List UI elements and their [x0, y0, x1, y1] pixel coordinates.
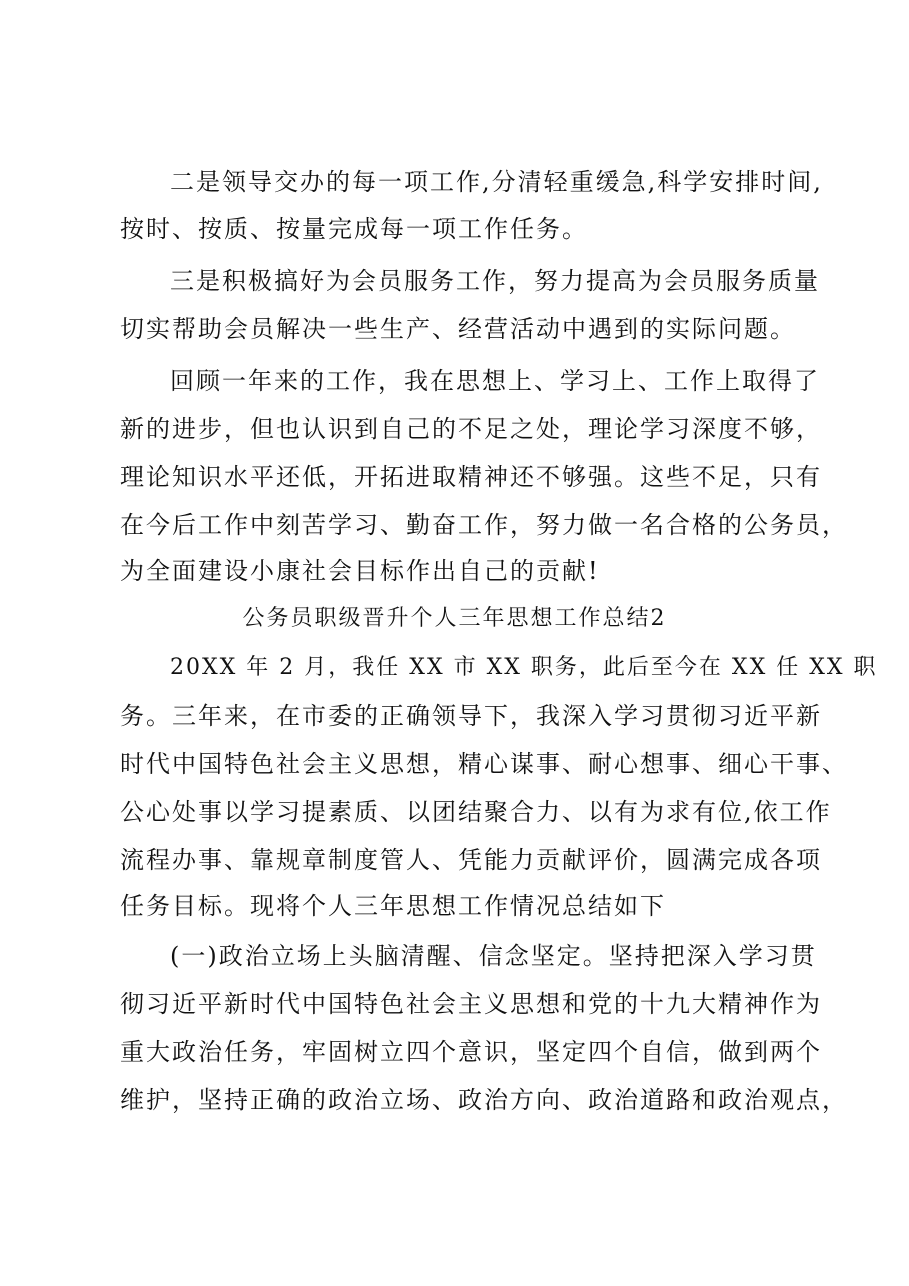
paragraph-line: 二是领导交办的每一项工作,分清轻重缓急,科学安排时间, [170, 168, 823, 196]
paragraph-line: 三是积极搞好为会员服务工作，努力提高为会员服务质量 [170, 267, 820, 295]
paragraph-line: 任务目标。现将个人三年思想工作情况总结如下 [120, 892, 666, 920]
paragraph-line: 回顾一年来的工作，我在思想上、学习上、工作上取得了 [170, 367, 820, 395]
paragraph-line: 为全面建设小康社会目标作出自己的贡献! [120, 557, 600, 585]
paragraph-line: 新的进步，但也认识到自己的不足之处，理论学习深度不够， [120, 415, 822, 443]
paragraph-line: (一)政治立场上头脑清醒、信念坚定。坚持把深入学习贯 [170, 942, 817, 970]
paragraph-line: 时代中国特色社会主义思想，精心谋事、耐心想事、细心干事、 [120, 750, 848, 778]
paragraph-line: 维护，坚持正确的政治立场、政治方向、政治道路和政治观点， [120, 1086, 848, 1114]
paragraph-line: 按时、按质、按量完成每一项工作任务。 [120, 215, 588, 243]
paragraph-line: 20XX 年 2 月，我任 XX 市 XX 职务，此后至今在 XX 任 XX 职 [170, 655, 878, 680]
paragraph-line: 务。三年来，在市委的正确领导下，我深入学习贯彻习近平新 [120, 702, 822, 730]
paragraph-line: 重大政治任务，牢固树立四个意识，坚定四个自信，做到两个 [120, 1038, 822, 1066]
section-title: 公务员职级晋升个人三年思想工作总结2 [242, 606, 667, 631]
paragraph-line: 彻习近平新时代中国特色社会主义思想和党的十九大精神作为 [120, 990, 822, 1018]
paragraph-line: 在今后工作中刻苦学习、勤奋工作，努力做一名合格的公务员， [120, 511, 848, 539]
paragraph-line: 流程办事、靠规章制度管人、凭能力贡献评价，圆满完成各项 [120, 846, 822, 874]
paragraph-line: 切实帮助会员解决一些生产、经营活动中遇到的实际问题。 [120, 315, 796, 343]
paragraph-line: 理论知识水平还低，开拓进取精神还不够强。这些不足，只有 [120, 463, 822, 491]
paragraph-line: 公心处事以学习提素质、以团结聚合力、以有为求有位,依工作 [120, 798, 832, 826]
